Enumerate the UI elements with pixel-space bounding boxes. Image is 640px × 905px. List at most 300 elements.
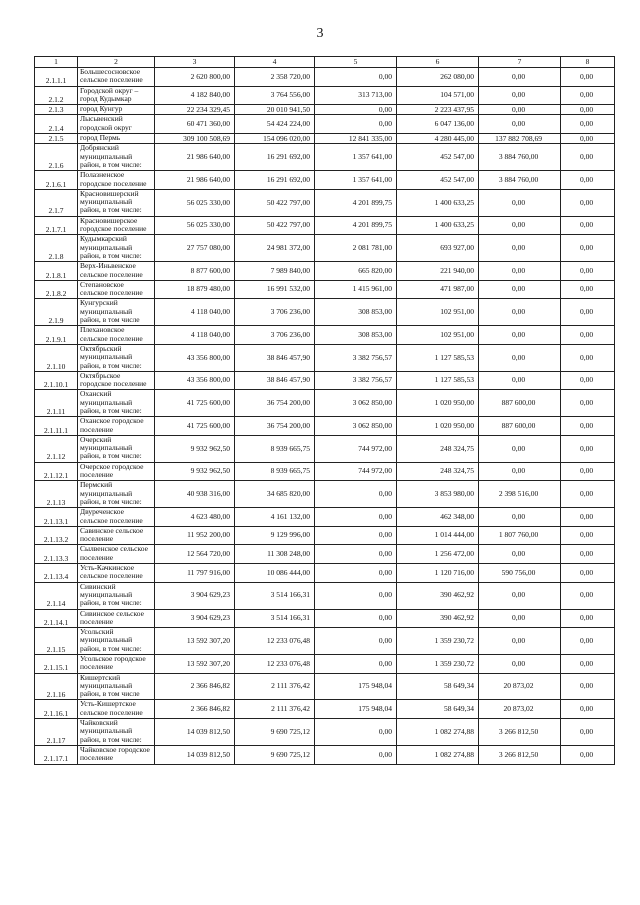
value-cell-col7: 20 873,02 <box>479 673 561 700</box>
value-cell-col5: 0,00 <box>315 68 397 87</box>
table-row <box>35 435 615 462</box>
row-number-cell: 2.1.6 <box>35 144 78 171</box>
value-cell-col6: 390 462,92 <box>397 609 479 628</box>
value-cell-col7: 0,00 <box>479 655 561 674</box>
value-cell-col6: 1 127 585,53 <box>397 344 479 371</box>
table-row <box>35 189 615 216</box>
value-cell-col7: 0,00 <box>479 189 561 216</box>
value-cell-col6: 6 047 136,00 <box>397 115 479 134</box>
value-cell-col5: 0,00 <box>315 582 397 609</box>
value-cell-col7: 0,00 <box>479 105 561 115</box>
row-name-cell: Добрянский муниципальный район, в том числе: <box>78 144 155 171</box>
value-cell-col3: 14 039 812,50 <box>155 719 235 746</box>
table-row <box>35 628 615 655</box>
table-row <box>35 673 615 700</box>
value-cell-col5: 313 713,00 <box>315 86 397 105</box>
value-cell-col5: 0,00 <box>315 564 397 583</box>
value-cell-col7: 0,00 <box>479 280 561 299</box>
value-cell-col6: 452 547,00 <box>397 171 479 190</box>
table-row <box>35 171 615 190</box>
value-cell-col7: 0,00 <box>479 216 561 235</box>
row-name-cell: Красновишерское городское поселение <box>78 216 155 235</box>
value-cell-col4: 3 764 556,00 <box>235 86 315 105</box>
row-name-cell: Сивинское сельское поселение <box>78 609 155 628</box>
table-row <box>35 508 615 527</box>
value-cell-col7: 1 807 760,00 <box>479 526 561 545</box>
value-cell-col3: 21 986 640,00 <box>155 171 235 190</box>
value-cell-col4: 8 939 665,75 <box>235 435 315 462</box>
value-cell-col6: 1 020 950,00 <box>397 417 479 436</box>
value-cell-col6: 102 951,00 <box>397 326 479 345</box>
value-cell-col4: 24 981 372,00 <box>235 235 315 262</box>
table-row <box>35 545 615 564</box>
value-cell-col3: 14 039 812,50 <box>155 745 235 764</box>
value-cell-col3: 27 757 080,00 <box>155 235 235 262</box>
table-row <box>35 134 615 144</box>
value-cell-col3: 43 356 800,00 <box>155 371 235 390</box>
value-cell-col6: 221 940,00 <box>397 262 479 281</box>
value-cell-col8: 0,00 <box>561 280 615 299</box>
row-number-cell: 2.1.14 <box>35 582 78 609</box>
table-row <box>35 86 615 105</box>
value-cell-col3: 60 471 360,00 <box>155 115 235 134</box>
table-row <box>35 299 615 326</box>
row-number-cell: 2.1.10.1 <box>35 371 78 390</box>
table-row <box>35 216 615 235</box>
value-cell-col7: 3 884 760,00 <box>479 171 561 190</box>
value-cell-col5: 175 948,04 <box>315 700 397 719</box>
table-row <box>35 462 615 481</box>
value-cell-col3: 2 366 846,82 <box>155 673 235 700</box>
value-cell-col8: 0,00 <box>561 262 615 281</box>
row-name-cell: Кишертский муниципальный район, в том числе <box>78 673 155 700</box>
value-cell-col4: 34 685 820,00 <box>235 481 315 508</box>
row-name-cell: Усольское городское поселение <box>78 655 155 674</box>
value-cell-col5: 0,00 <box>315 609 397 628</box>
value-cell-col5: 0,00 <box>315 105 397 115</box>
value-cell-col3: 11 952 200,00 <box>155 526 235 545</box>
row-name-cell: Савинское сельское поселение <box>78 526 155 545</box>
value-cell-col4: 9 690 725,12 <box>235 719 315 746</box>
value-cell-col8: 0,00 <box>561 216 615 235</box>
header-cell: 3 <box>155 57 235 68</box>
value-cell-col6: 1 082 274,88 <box>397 745 479 764</box>
value-cell-col8: 0,00 <box>561 700 615 719</box>
value-cell-col4: 11 308 248,00 <box>235 545 315 564</box>
row-name-cell: Очерский муниципальный район, в том числе: <box>78 435 155 462</box>
value-cell-col4: 4 161 132,00 <box>235 508 315 527</box>
value-cell-col8: 0,00 <box>561 508 615 527</box>
header-cell: 2 <box>78 57 155 68</box>
value-cell-col8: 0,00 <box>561 745 615 764</box>
row-name-cell: Большесосновское сельское поселение <box>78 68 155 87</box>
row-name-cell: город Пермь <box>78 134 155 144</box>
row-name-cell: Чайковское городское поселение <box>78 745 155 764</box>
value-cell-col3: 41 725 600,00 <box>155 390 235 417</box>
value-cell-col5: 744 972,00 <box>315 435 397 462</box>
value-cell-col6: 262 080,00 <box>397 68 479 87</box>
value-cell-col3: 56 025 330,00 <box>155 189 235 216</box>
value-cell-col7: 0,00 <box>479 344 561 371</box>
value-cell-col6: 104 571,00 <box>397 86 479 105</box>
value-cell-col4: 16 991 532,00 <box>235 280 315 299</box>
table-row <box>35 417 615 436</box>
value-cell-col7: 590 756,00 <box>479 564 561 583</box>
row-number-cell: 2.1.16 <box>35 673 78 700</box>
value-cell-col6: 390 462,92 <box>397 582 479 609</box>
value-cell-col5: 12 841 335,00 <box>315 134 397 144</box>
value-cell-col3: 8 877 600,00 <box>155 262 235 281</box>
value-cell-col7: 0,00 <box>479 628 561 655</box>
value-cell-col5: 0,00 <box>315 655 397 674</box>
value-cell-col6: 102 951,00 <box>397 299 479 326</box>
value-cell-col4: 9 129 996,00 <box>235 526 315 545</box>
row-name-cell: город Кунгур <box>78 105 155 115</box>
value-cell-col3: 3 904 629,23 <box>155 609 235 628</box>
value-cell-col6: 1 400 633,25 <box>397 216 479 235</box>
row-name-cell: Полазненское городское поселение <box>78 171 155 190</box>
value-cell-col5: 4 201 899,75 <box>315 189 397 216</box>
header-cell: 1 <box>35 57 78 68</box>
value-cell-col3: 4 182 840,00 <box>155 86 235 105</box>
value-cell-col8: 0,00 <box>561 481 615 508</box>
value-cell-col4: 3 514 166,31 <box>235 609 315 628</box>
value-cell-col7: 0,00 <box>479 326 561 345</box>
row-number-cell: 2.1.5 <box>35 134 78 144</box>
value-cell-col8: 0,00 <box>561 655 615 674</box>
value-cell-col8: 0,00 <box>561 526 615 545</box>
row-number-cell: 2.1.10 <box>35 344 78 371</box>
header-cell: 4 <box>235 57 315 68</box>
value-cell-col5: 3 062 850,00 <box>315 417 397 436</box>
value-cell-col5: 0,00 <box>315 628 397 655</box>
value-cell-col8: 0,00 <box>561 390 615 417</box>
value-cell-col3: 18 879 480,00 <box>155 280 235 299</box>
value-cell-col5: 3 062 850,00 <box>315 390 397 417</box>
value-cell-col8: 0,00 <box>561 105 615 115</box>
header-cell: 7 <box>479 57 561 68</box>
table-row <box>35 344 615 371</box>
value-cell-col6: 1 120 716,00 <box>397 564 479 583</box>
value-cell-col4: 2 358 720,00 <box>235 68 315 87</box>
value-cell-col6: 1 014 444,00 <box>397 526 479 545</box>
value-cell-col8: 0,00 <box>561 417 615 436</box>
table-row <box>35 390 615 417</box>
value-cell-col4: 10 086 444,00 <box>235 564 315 583</box>
value-cell-col8: 0,00 <box>561 673 615 700</box>
value-cell-col5: 1 357 641,00 <box>315 171 397 190</box>
table-row <box>35 326 615 345</box>
row-name-cell: Октябрьский муниципальный район, в том числе: <box>78 344 155 371</box>
value-cell-col5: 1 415 961,00 <box>315 280 397 299</box>
table-row <box>35 719 615 746</box>
value-cell-col8: 0,00 <box>561 462 615 481</box>
value-cell-col3: 43 356 800,00 <box>155 344 235 371</box>
row-number-cell: 2.1.17.1 <box>35 745 78 764</box>
table-row <box>35 582 615 609</box>
value-cell-col3: 56 025 330,00 <box>155 216 235 235</box>
row-number-cell: 2.1.17 <box>35 719 78 746</box>
value-cell-col5: 3 382 756,57 <box>315 371 397 390</box>
value-cell-col5: 0,00 <box>315 719 397 746</box>
row-number-cell: 2.1.12.1 <box>35 462 78 481</box>
value-cell-col5: 0,00 <box>315 508 397 527</box>
value-cell-col8: 0,00 <box>561 326 615 345</box>
value-cell-col7: 3 266 812,50 <box>479 745 561 764</box>
value-cell-col7: 0,00 <box>479 115 561 134</box>
value-cell-col8: 0,00 <box>561 86 615 105</box>
value-cell-col3: 4 118 040,00 <box>155 299 235 326</box>
value-cell-col3: 13 592 307,20 <box>155 628 235 655</box>
value-cell-col7: 0,00 <box>479 68 561 87</box>
table-row <box>35 105 615 115</box>
table-row <box>35 526 615 545</box>
table-row <box>35 262 615 281</box>
value-cell-col4: 16 291 692,00 <box>235 144 315 171</box>
row-number-cell: 2.1.13.2 <box>35 526 78 545</box>
value-cell-col5: 175 948,04 <box>315 673 397 700</box>
value-cell-col4: 12 233 076,48 <box>235 628 315 655</box>
table-row <box>35 700 615 719</box>
header-cell: 5 <box>315 57 397 68</box>
value-cell-col7: 0,00 <box>479 371 561 390</box>
table-row <box>35 745 615 764</box>
value-cell-col5: 0,00 <box>315 481 397 508</box>
row-name-cell: Кунгурский муниципальный район, в том числе <box>78 299 155 326</box>
value-cell-col3: 4 118 040,00 <box>155 326 235 345</box>
value-cell-col3: 309 100 508,69 <box>155 134 235 144</box>
row-number-cell: 2.1.13 <box>35 481 78 508</box>
value-cell-col8: 0,00 <box>561 371 615 390</box>
value-cell-col8: 0,00 <box>561 68 615 87</box>
table-row <box>35 609 615 628</box>
value-cell-col6: 1 359 230,72 <box>397 655 479 674</box>
table-row <box>35 144 615 171</box>
value-cell-col8: 0,00 <box>561 115 615 134</box>
table-row <box>35 564 615 583</box>
row-name-cell: Сылвенское сельское поселение <box>78 545 155 564</box>
value-cell-col7: 20 873,02 <box>479 700 561 719</box>
value-cell-col4: 50 422 797,00 <box>235 189 315 216</box>
row-name-cell: Степановское сельское поселение <box>78 280 155 299</box>
value-cell-col7: 0,00 <box>479 508 561 527</box>
row-number-cell: 2.1.7.1 <box>35 216 78 235</box>
row-number-cell: 2.1.7 <box>35 189 78 216</box>
row-number-cell: 2.1.16.1 <box>35 700 78 719</box>
value-cell-col5: 0,00 <box>315 745 397 764</box>
value-cell-col4: 2 111 376,42 <box>235 700 315 719</box>
value-cell-col7: 0,00 <box>479 262 561 281</box>
row-name-cell: Усть-Кишертское сельское поселение <box>78 700 155 719</box>
value-cell-col6: 693 927,00 <box>397 235 479 262</box>
value-cell-col6: 1 256 472,00 <box>397 545 479 564</box>
row-name-cell: Чайковский муниципальный район, в том числе: <box>78 719 155 746</box>
value-cell-col6: 1 020 950,00 <box>397 390 479 417</box>
table-row <box>35 371 615 390</box>
value-cell-col8: 0,00 <box>561 134 615 144</box>
row-number-cell: 2.1.11 <box>35 390 78 417</box>
table-row <box>35 68 615 87</box>
table-header-row <box>35 57 615 68</box>
value-cell-col5: 3 382 756,57 <box>315 344 397 371</box>
row-name-cell: Оханское городское поселение <box>78 417 155 436</box>
row-name-cell: Красновишерский муниципальный район, в том числе: <box>78 189 155 216</box>
value-cell-col4: 3 706 236,00 <box>235 299 315 326</box>
value-cell-col7: 0,00 <box>479 299 561 326</box>
value-cell-col3: 22 234 329,45 <box>155 105 235 115</box>
header-cell: 6 <box>397 57 479 68</box>
row-number-cell: 2.1.11.1 <box>35 417 78 436</box>
value-cell-col8: 0,00 <box>561 344 615 371</box>
value-cell-col6: 2 223 437,95 <box>397 105 479 115</box>
value-cell-col7: 887 600,00 <box>479 417 561 436</box>
value-cell-col4: 50 422 797,00 <box>235 216 315 235</box>
value-cell-col6: 1 400 633,25 <box>397 189 479 216</box>
row-number-cell: 2.1.13.1 <box>35 508 78 527</box>
value-cell-col4: 154 096 020,00 <box>235 134 315 144</box>
value-cell-col5: 2 081 781,00 <box>315 235 397 262</box>
value-cell-col4: 9 690 725,12 <box>235 745 315 764</box>
row-name-cell: Усть-Качкинское сельское поселение <box>78 564 155 583</box>
value-cell-col7: 3 266 812,50 <box>479 719 561 746</box>
value-cell-col4: 54 424 224,00 <box>235 115 315 134</box>
value-cell-col7: 887 600,00 <box>479 390 561 417</box>
row-number-cell: 2.1.9 <box>35 299 78 326</box>
row-name-cell: Октябрьское городское поселение <box>78 371 155 390</box>
value-cell-col6: 452 547,00 <box>397 144 479 171</box>
value-cell-col8: 0,00 <box>561 171 615 190</box>
value-cell-col3: 12 564 720,00 <box>155 545 235 564</box>
value-cell-col5: 308 853,00 <box>315 299 397 326</box>
value-cell-col4: 8 939 665,75 <box>235 462 315 481</box>
row-number-cell: 2.1.15.1 <box>35 655 78 674</box>
row-name-cell: Верх-Иньвенское сельское поселение <box>78 262 155 281</box>
value-cell-col3: 9 932 962,50 <box>155 435 235 462</box>
value-cell-col6: 1 127 585,53 <box>397 371 479 390</box>
value-cell-col5: 0,00 <box>315 115 397 134</box>
value-cell-col6: 4 280 445,00 <box>397 134 479 144</box>
value-cell-col7: 0,00 <box>479 609 561 628</box>
value-cell-col4: 36 754 200,00 <box>235 417 315 436</box>
row-name-cell: Сивинский муниципальный район, в том числе: <box>78 582 155 609</box>
row-number-cell: 2.1.3 <box>35 105 78 115</box>
value-cell-col3: 40 938 316,00 <box>155 481 235 508</box>
value-cell-col8: 0,00 <box>561 564 615 583</box>
row-number-cell: 2.1.1.1 <box>35 68 78 87</box>
value-cell-col8: 0,00 <box>561 235 615 262</box>
value-cell-col3: 11 797 916,00 <box>155 564 235 583</box>
value-cell-col7: 3 884 760,00 <box>479 144 561 171</box>
value-cell-col5: 1 357 641,00 <box>315 144 397 171</box>
row-number-cell: 2.1.8 <box>35 235 78 262</box>
value-cell-col3: 2 366 846,82 <box>155 700 235 719</box>
value-cell-col5: 4 201 899,75 <box>315 216 397 235</box>
value-cell-col8: 0,00 <box>561 719 615 746</box>
value-cell-col4: 2 111 376,42 <box>235 673 315 700</box>
table-row <box>35 481 615 508</box>
value-cell-col3: 2 620 800,00 <box>155 68 235 87</box>
value-cell-col8: 0,00 <box>561 144 615 171</box>
row-name-cell: Очерское городское поселение <box>78 462 155 481</box>
header-cell: 8 <box>561 57 615 68</box>
row-number-cell: 2.1.2 <box>35 86 78 105</box>
row-number-cell: 2.1.8.1 <box>35 262 78 281</box>
value-cell-col7: 0,00 <box>479 462 561 481</box>
value-cell-col3: 21 986 640,00 <box>155 144 235 171</box>
row-number-cell: 2.1.8.2 <box>35 280 78 299</box>
value-cell-col3: 41 725 600,00 <box>155 417 235 436</box>
value-cell-col6: 1 359 230,72 <box>397 628 479 655</box>
value-cell-col7: 137 882 708,69 <box>479 134 561 144</box>
value-cell-col7: 0,00 <box>479 235 561 262</box>
value-cell-col5: 744 972,00 <box>315 462 397 481</box>
row-number-cell: 2.1.13.3 <box>35 545 78 564</box>
row-number-cell: 2.1.9.1 <box>35 326 78 345</box>
value-cell-col6: 58 649,34 <box>397 673 479 700</box>
table-row <box>35 280 615 299</box>
value-cell-col3: 13 592 307,20 <box>155 655 235 674</box>
value-cell-col3: 9 932 962,50 <box>155 462 235 481</box>
value-cell-col4: 36 754 200,00 <box>235 390 315 417</box>
table-body <box>35 57 615 765</box>
table-row <box>35 235 615 262</box>
row-name-cell: Усольский муниципальный район, в том числе: <box>78 628 155 655</box>
row-number-cell: 2.1.15 <box>35 628 78 655</box>
row-number-cell: 2.1.4 <box>35 115 78 134</box>
value-cell-col5: 665 820,00 <box>315 262 397 281</box>
row-name-cell: Кудымкарский муниципальный район, в том числе: <box>78 235 155 262</box>
value-cell-col8: 0,00 <box>561 609 615 628</box>
value-cell-col7: 0,00 <box>479 435 561 462</box>
value-cell-col6: 248 324,75 <box>397 435 479 462</box>
row-name-cell: Лысьвенский городской округ <box>78 115 155 134</box>
value-cell-col7: 0,00 <box>479 582 561 609</box>
value-cell-col6: 1 082 274,88 <box>397 719 479 746</box>
row-number-cell: 2.1.13.4 <box>35 564 78 583</box>
row-name-cell: Плехановское сельское поселение <box>78 326 155 345</box>
row-number-cell: 2.1.12 <box>35 435 78 462</box>
value-cell-col7: 0,00 <box>479 86 561 105</box>
budget-table <box>34 56 615 765</box>
value-cell-col4: 38 846 457,90 <box>235 371 315 390</box>
value-cell-col7: 2 398 516,00 <box>479 481 561 508</box>
value-cell-col4: 38 846 457,90 <box>235 344 315 371</box>
table-row <box>35 655 615 674</box>
row-number-cell: 2.1.14.1 <box>35 609 78 628</box>
value-cell-col3: 4 623 480,00 <box>155 508 235 527</box>
row-name-cell: Пермский муниципальный район, в том числе: <box>78 481 155 508</box>
value-cell-col5: 308 853,00 <box>315 326 397 345</box>
value-cell-col8: 0,00 <box>561 299 615 326</box>
row-name-cell: Городской округ – город Кудымкар <box>78 86 155 105</box>
value-cell-col8: 0,00 <box>561 545 615 564</box>
value-cell-col8: 0,00 <box>561 628 615 655</box>
value-cell-col8: 0,00 <box>561 189 615 216</box>
row-name-cell: Оханский муниципальный район, в том числе: <box>78 390 155 417</box>
value-cell-col8: 0,00 <box>561 582 615 609</box>
value-cell-col5: 0,00 <box>315 545 397 564</box>
value-cell-col5: 0,00 <box>315 526 397 545</box>
row-name-cell: Двуреченское сельское поселение <box>78 508 155 527</box>
value-cell-col4: 7 989 840,00 <box>235 262 315 281</box>
value-cell-col7: 0,00 <box>479 545 561 564</box>
value-cell-col3: 3 904 629,23 <box>155 582 235 609</box>
value-cell-col6: 248 324,75 <box>397 462 479 481</box>
value-cell-col6: 471 987,00 <box>397 280 479 299</box>
value-cell-col4: 3 514 166,31 <box>235 582 315 609</box>
value-cell-col4: 12 233 076,48 <box>235 655 315 674</box>
value-cell-col6: 58 649,34 <box>397 700 479 719</box>
